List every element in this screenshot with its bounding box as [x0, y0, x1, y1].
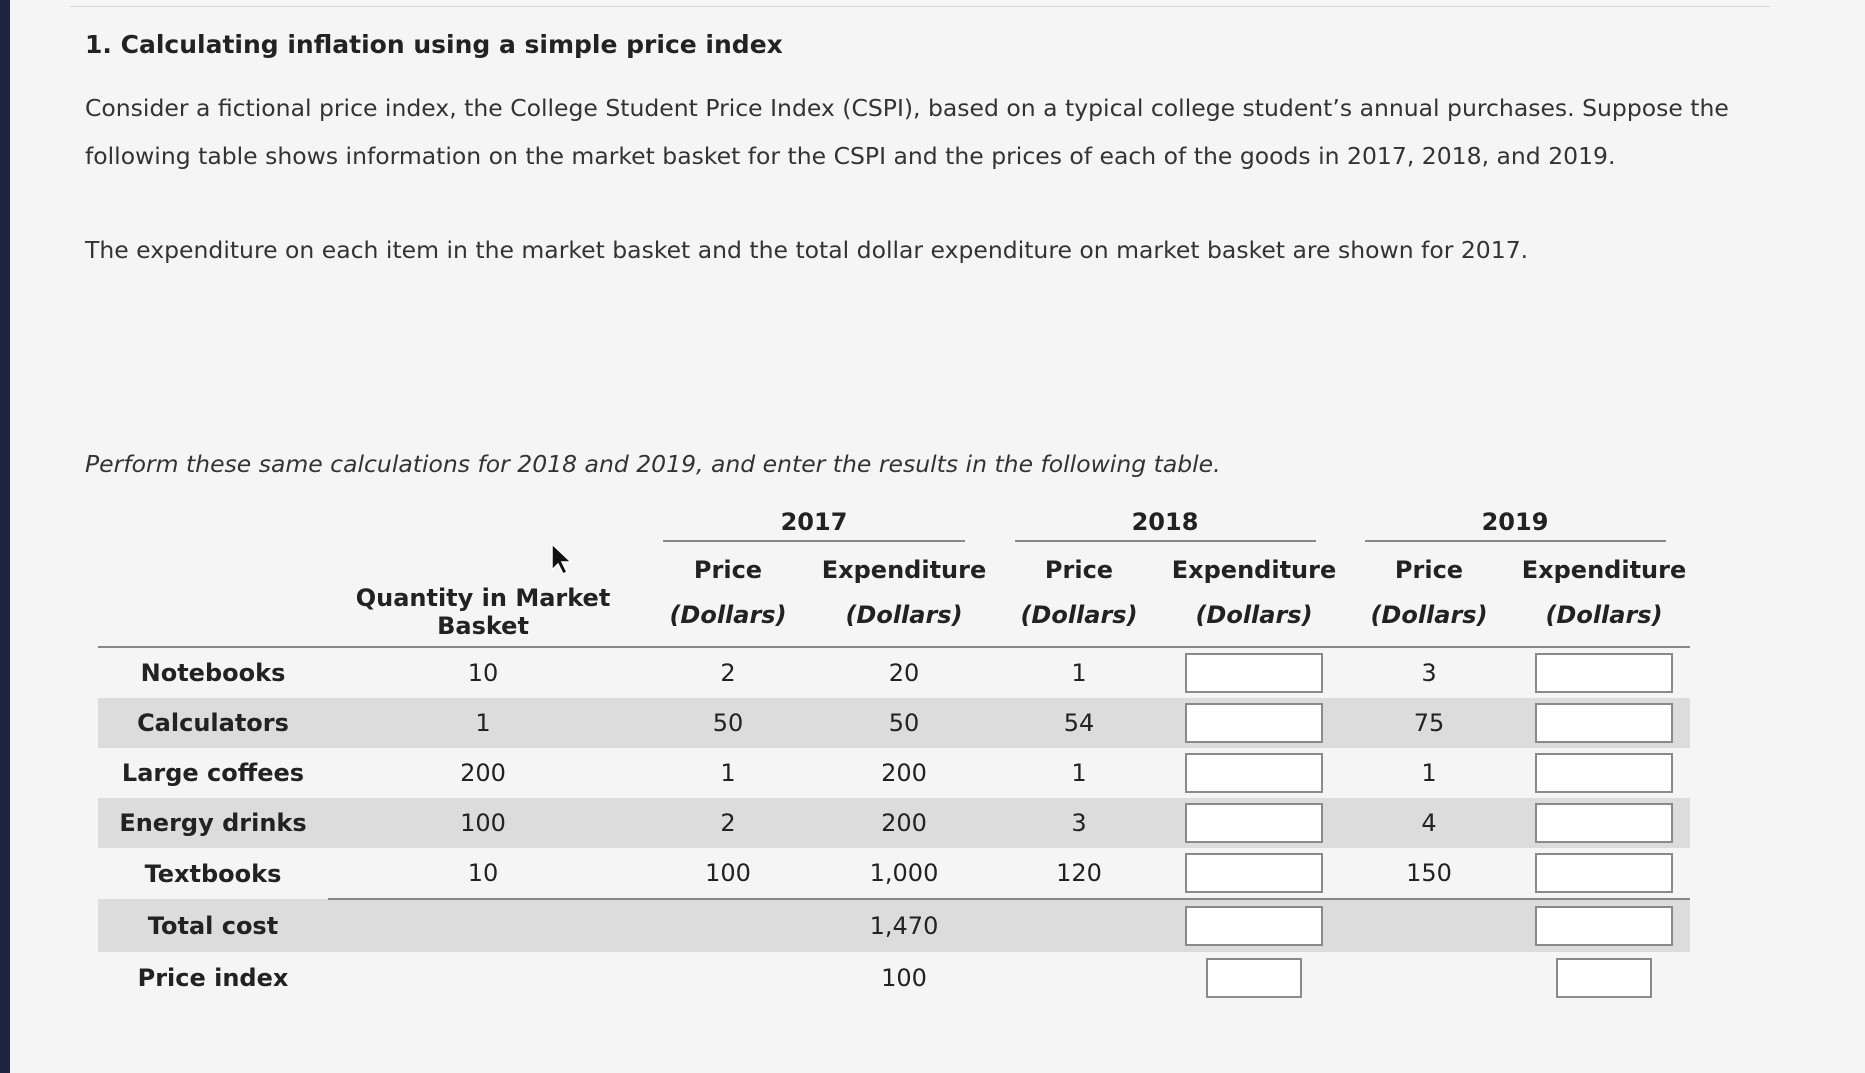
question-paragraph-2: The expenditure on each item in the market basket and the total dollar expenditure on market basket are shown for 2017. [85, 236, 1529, 264]
question-title: 1. Calculating inflation using a simple price index [85, 30, 783, 59]
expenditure-2018-cell [1168, 698, 1340, 748]
total-cost-row [98, 899, 1690, 952]
expenditure-2018-cell [1168, 647, 1340, 698]
table-row [98, 798, 1690, 848]
question-instruction: Perform these same calculations for 2018 and 2019, and enter the results in the following table. [85, 450, 1221, 478]
total-cost-label: Total cost [98, 899, 328, 952]
expenditure-header-2018: Expenditure [1171, 556, 1337, 584]
expenditure-2019-cell [1518, 647, 1690, 698]
quantity-cell: 1 [328, 698, 638, 748]
market-basket-table [98, 490, 1690, 1004]
price-2019-cell: 150 [1406, 859, 1452, 887]
table-row [98, 698, 1690, 748]
item-label: Textbooks [144, 859, 282, 888]
expenditure-2019-input-calculators[interactable] [1535, 703, 1673, 743]
expenditure-2018-input-energy-drinks[interactable] [1185, 803, 1323, 843]
expenditure-2017-cell: 50 [818, 698, 990, 748]
expenditure-2018-input-notebooks[interactable] [1185, 653, 1323, 693]
price-header-2018: Price [1044, 556, 1114, 584]
table-row [98, 647, 1690, 698]
price-2018-cell: 3 [990, 798, 1168, 848]
expenditure-2019-input-textbooks[interactable] [1535, 853, 1673, 893]
quantity-cell: 100 [328, 798, 638, 848]
expenditure-2018-input-large-coffees[interactable] [1185, 753, 1323, 793]
price-index-row [98, 952, 1690, 1004]
expenditure-2018-input-calculators[interactable] [1185, 703, 1323, 743]
price-2018-cell: 1 [1071, 759, 1087, 787]
item-label: Notebooks [140, 659, 286, 687]
price-header-2017: Price [693, 556, 763, 584]
price-2017-cell: 2 [638, 798, 818, 848]
item-label: Large coffees [121, 759, 305, 787]
price-2019-cell: 1 [1421, 759, 1437, 787]
quantity-cell: 10 [467, 859, 499, 887]
expenditure-2019-cell [1518, 698, 1690, 748]
expenditure-unit-2019: (Dollars) [1518, 584, 1690, 647]
price-unit-2019: (Dollars) [1340, 584, 1518, 647]
price-2019-cell: 75 [1340, 698, 1518, 748]
expenditure-2019-input-large-coffees[interactable] [1535, 753, 1673, 793]
year-header-2017: 2017 [638, 490, 990, 542]
expenditure-2017-cell: 20 [888, 659, 920, 687]
expenditure-2018-input-textbooks[interactable] [1185, 853, 1323, 893]
year-header-2018: 2018 [990, 490, 1340, 542]
expenditure-2017-cell: 200 [818, 798, 990, 848]
price-index-2017-value: 100 [881, 964, 927, 992]
total-cost-2017-value: 1,470 [818, 899, 990, 952]
price-2017-cell: 50 [638, 698, 818, 748]
item-label: Energy drinks [98, 798, 328, 848]
price-index-label: Price index [137, 964, 289, 992]
question-page [10, 0, 1865, 1073]
expenditure-2019-cell [1518, 798, 1690, 848]
price-2017-cell: 100 [705, 859, 751, 887]
expenditure-unit-2017: (Dollars) [818, 584, 990, 647]
price-unit-2017: (Dollars) [638, 584, 818, 647]
price-header-2019: Price [1394, 556, 1464, 584]
item-label: Calculators [98, 698, 328, 748]
quantity-cell: 10 [467, 659, 499, 687]
table-row [98, 748, 1690, 798]
expenditure-header-2017: Expenditure [821, 556, 987, 584]
expenditure-2019-cell [1518, 848, 1690, 899]
total-cost-2018-input[interactable] [1185, 906, 1323, 946]
expenditure-2018-cell [1168, 798, 1340, 848]
expenditure-2018-cell [1168, 748, 1340, 798]
price-2019-cell: 4 [1340, 798, 1518, 848]
price-2018-cell: 1 [1071, 659, 1087, 687]
question-paragraph-1: Consider a fictional price index, the College Student Price Index (CSPI), based on a typical college student’s annual purchases. Suppose the following table shows information on the market basket for the CSPI and the prices of each of the goods in 2017, 2018, and 2019. [85, 94, 1729, 170]
quantity-header: Quantity in Market Basket [328, 584, 638, 647]
price-2018-cell: 120 [1056, 859, 1102, 887]
expenditure-2017-cell: 1,000 [869, 859, 939, 887]
price-index-2019-input[interactable] [1556, 958, 1652, 998]
price-2018-cell: 54 [990, 698, 1168, 748]
quantity-cell: 200 [460, 759, 506, 787]
price-2017-cell: 1 [720, 759, 736, 787]
year-header-2019: 2019 [1340, 490, 1690, 542]
total-cost-2019-input[interactable] [1535, 906, 1673, 946]
expenditure-2018-cell [1168, 848, 1340, 899]
price-2017-cell: 2 [720, 659, 736, 687]
table-row [98, 848, 1690, 899]
expenditure-2017-cell: 200 [881, 759, 927, 787]
expenditure-2019-input-notebooks[interactable] [1535, 653, 1673, 693]
divider [70, 6, 1770, 7]
expenditure-unit-2018: (Dollars) [1168, 584, 1340, 647]
left-bezel [0, 0, 10, 1073]
price-unit-2018: (Dollars) [990, 584, 1168, 647]
price-index-2018-input[interactable] [1206, 958, 1302, 998]
expenditure-2019-cell [1518, 748, 1690, 798]
expenditure-2019-input-energy-drinks[interactable] [1535, 803, 1673, 843]
expenditure-header-2019: Expenditure [1521, 556, 1687, 584]
price-2019-cell: 3 [1421, 659, 1437, 687]
